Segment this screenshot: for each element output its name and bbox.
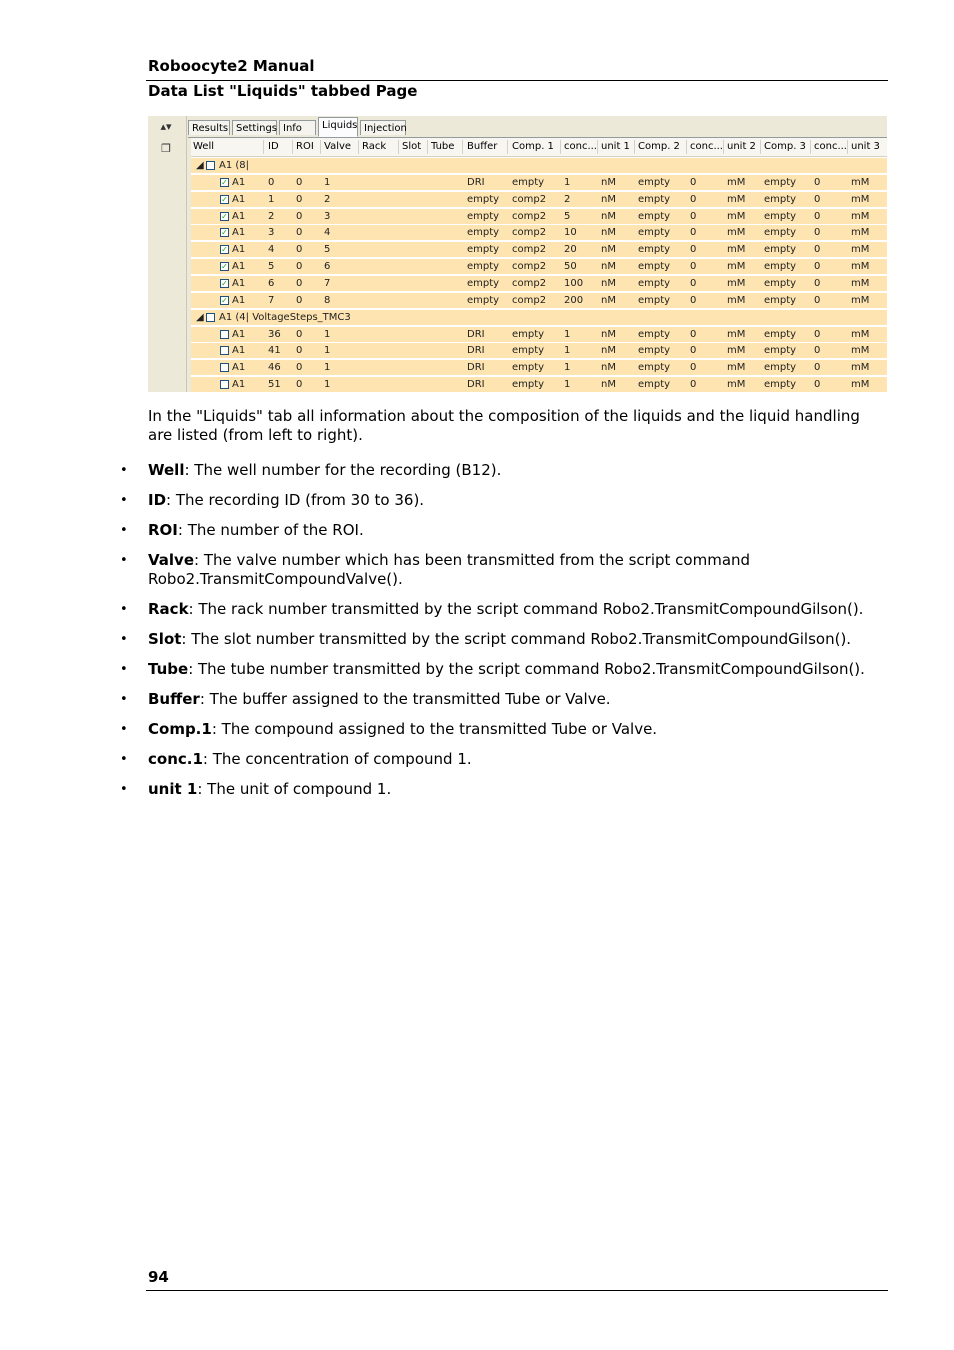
row-checkbox[interactable] — [220, 330, 229, 339]
section-title: Data List "Liquids" tabbed Page — [148, 82, 418, 100]
table-cell: A1 — [232, 379, 246, 391]
row-checkbox[interactable]: ✓ — [221, 177, 228, 187]
table-cell: empty — [638, 345, 671, 357]
table-cell: 5 — [268, 261, 275, 273]
bullet-icon: • — [120, 722, 128, 737]
table-cell: empty — [764, 210, 797, 222]
header-rule — [146, 80, 888, 81]
table-cell: 2 — [564, 193, 571, 205]
table-cell: comp2 — [512, 277, 547, 289]
table-cell: 1 — [324, 328, 331, 340]
column-header[interactable]: conc... — [690, 141, 723, 152]
row-checkbox[interactable]: ✓ — [221, 194, 228, 204]
table-cell: 0 — [690, 328, 697, 340]
column-divider[interactable] — [320, 140, 321, 154]
column-divider[interactable] — [507, 140, 508, 154]
table-cell: empty — [764, 193, 797, 205]
table-cell: 100 — [564, 277, 584, 289]
table-cell: 0 — [296, 294, 303, 306]
table-cell: 200 — [564, 294, 584, 306]
column-divider[interactable] — [686, 140, 687, 154]
manual-title: Roboocyte2 Manual — [148, 57, 315, 75]
table-cell: mM — [851, 210, 870, 222]
bullet-icon: • — [120, 752, 128, 767]
field-list-item — [120, 660, 890, 679]
column-divider[interactable] — [263, 140, 264, 154]
table-cell: empty — [638, 227, 671, 239]
bullet-icon: • — [120, 782, 128, 797]
column-header[interactable]: Buffer — [467, 141, 498, 152]
tab-liquids[interactable]: Liquids — [318, 117, 358, 137]
table-cell: 0 — [296, 328, 303, 340]
table-cell: mM — [727, 277, 746, 289]
table-cell: 0 — [814, 261, 821, 273]
row-checkbox[interactable]: ✓ — [221, 245, 228, 255]
field-term: Buffer — [148, 690, 200, 708]
table-row[interactable] — [191, 360, 887, 376]
table-cell: A1 — [232, 345, 246, 357]
table-cell: 0 — [296, 210, 303, 222]
table-cell: mM — [727, 379, 746, 391]
table-cell: nM — [601, 244, 616, 256]
table-cell: A1 — [232, 277, 246, 289]
column-header[interactable]: Comp. 3 — [764, 141, 806, 152]
field-list-item — [120, 521, 890, 540]
table-cell: 0 — [814, 345, 821, 357]
field-description: : The buffer assigned to the transmitted Tube or Valve. — [199, 690, 611, 708]
table-row[interactable] — [191, 343, 887, 359]
page-number: 94 — [148, 1268, 169, 1286]
intro-paragraph: In the "Liquids" tab all information about the composition of the liquids and the liquid handling are listed (from left to right). — [148, 407, 860, 444]
table-cell: mM — [727, 328, 746, 340]
column-divider[interactable] — [810, 140, 811, 154]
group-checkbox[interactable] — [206, 161, 215, 170]
column-divider[interactable] — [847, 140, 848, 154]
table-cell: 6 — [324, 261, 331, 273]
table-cell: empty — [764, 277, 797, 289]
table-cell: 0 — [296, 227, 303, 239]
field-term: Rack — [148, 600, 189, 618]
table-cell: nM — [601, 379, 616, 391]
table-cell: mM — [851, 227, 870, 239]
table-cell: DRI — [467, 362, 485, 374]
table-cell: empty — [764, 362, 797, 374]
grid-header — [191, 138, 887, 157]
table-cell: empty — [638, 362, 671, 374]
table-cell: 0 — [814, 244, 821, 256]
table-cell: A1 — [232, 362, 246, 374]
table-row[interactable] — [191, 327, 887, 343]
field-list-item — [120, 750, 890, 769]
table-cell: 5 — [324, 244, 331, 256]
column-header[interactable]: conc... — [814, 141, 847, 152]
column-header[interactable]: unit 2 — [727, 141, 756, 152]
field-description: : The well number for the recording (B12). — [184, 461, 502, 479]
table-cell: 0 — [690, 362, 697, 374]
table-cell: empty — [764, 328, 797, 340]
table-cell: 6 — [268, 277, 275, 289]
table-cell: A1 — [232, 227, 246, 239]
table-cell: 0 — [814, 210, 821, 222]
table-cell: empty — [638, 176, 671, 188]
copy-icon[interactable]: ❐ — [161, 142, 171, 155]
table-row[interactable] — [191, 225, 887, 241]
table-cell: 7 — [324, 277, 331, 289]
group-row[interactable] — [191, 158, 887, 174]
table-cell: 0 — [814, 277, 821, 289]
bullet-icon: • — [120, 632, 128, 647]
liquids-grid — [191, 138, 887, 392]
table-cell: 0 — [814, 362, 821, 374]
expand-triangle-icon[interactable]: ◢ — [196, 311, 204, 323]
table-cell: mM — [727, 176, 746, 188]
table-cell: 1 — [564, 345, 571, 357]
table-cell: 8 — [324, 294, 331, 306]
field-list-item — [120, 600, 890, 619]
field-term: Comp.1 — [148, 720, 212, 738]
field-list-item — [120, 720, 890, 739]
table-cell: 36 — [268, 328, 281, 340]
group-label: A1 (8| — [219, 160, 250, 171]
expand-triangle-icon[interactable]: ◢ — [196, 160, 204, 171]
table-cell: empty — [764, 294, 797, 306]
table-cell: nM — [601, 210, 616, 222]
table-cell: 4 — [324, 227, 331, 239]
table-cell: 1 — [268, 193, 275, 205]
table-cell: mM — [851, 328, 870, 340]
table-cell: nM — [601, 227, 616, 239]
bullet-icon: • — [120, 692, 128, 707]
table-cell: A1 — [232, 244, 246, 256]
table-cell: DRI — [467, 328, 485, 340]
group-label: A1 (4| VoltageSteps_TMC3 — [219, 311, 351, 323]
table-cell: 0 — [690, 277, 697, 289]
table-cell: A1 — [232, 328, 246, 340]
row-checkbox[interactable] — [220, 380, 229, 389]
table-cell: 3 — [324, 210, 331, 222]
table-cell: 50 — [564, 261, 577, 273]
column-header[interactable]: Slot — [402, 141, 422, 152]
table-cell: DRI — [467, 176, 485, 188]
table-cell: 0 — [814, 227, 821, 239]
table-cell: 4 — [268, 244, 275, 256]
table-cell: empty — [764, 227, 797, 239]
field-description: : The concentration of compound 1. — [202, 750, 472, 768]
table-cell: mM — [727, 345, 746, 357]
table-cell: 0 — [296, 379, 303, 391]
field-term: Slot — [148, 630, 182, 648]
table-cell: 0 — [296, 176, 303, 188]
table-cell: empty — [512, 345, 545, 357]
table-cell: 1 — [324, 176, 331, 188]
bullet-icon: • — [120, 662, 128, 677]
table-cell: empty — [764, 176, 797, 188]
table-cell: empty — [764, 244, 797, 256]
row-checkbox[interactable] — [220, 363, 229, 372]
table-cell: mM — [851, 294, 870, 306]
table-cell: 1 — [564, 362, 571, 374]
table-cell: 0 — [296, 277, 303, 289]
group-checkbox[interactable] — [206, 313, 215, 322]
table-cell: 0 — [296, 362, 303, 374]
bullet-icon: • — [120, 463, 128, 478]
field-description: : The number of the ROI. — [177, 521, 364, 539]
table-cell: mM — [727, 244, 746, 256]
row-checkbox[interactable]: ✓ — [221, 211, 228, 221]
field-description: : The recording ID (from 30 to 36). — [166, 491, 425, 509]
table-row[interactable] — [191, 209, 887, 225]
field-list-item — [120, 491, 890, 510]
table-cell: mM — [727, 193, 746, 205]
field-list-item — [120, 630, 890, 649]
table-cell: nM — [601, 193, 616, 205]
table-cell: 10 — [564, 227, 577, 239]
table-cell: DRI — [467, 345, 485, 357]
table-cell: 0 — [690, 345, 697, 357]
column-header[interactable]: conc... — [564, 141, 597, 152]
field-term: ROI — [148, 521, 178, 539]
table-cell: mM — [851, 379, 870, 391]
table-cell: 3 — [268, 227, 275, 239]
field-term: Well — [148, 461, 185, 479]
table-cell: 0 — [690, 261, 697, 273]
table-cell: empty — [467, 261, 500, 273]
table-cell: 0 — [296, 244, 303, 256]
table-cell: nM — [601, 277, 616, 289]
bullet-icon: • — [120, 602, 128, 617]
table-row[interactable] — [191, 377, 887, 392]
column-header[interactable]: ROI — [296, 141, 314, 152]
table-cell: 46 — [268, 362, 281, 374]
field-description: : The valve number which has been transmitted from the script command Robo2.TransmitCompoundValve(). — [148, 551, 751, 588]
table-cell: empty — [638, 261, 671, 273]
table-cell: A1 — [232, 193, 246, 205]
row-checkbox[interactable]: ✓ — [221, 295, 228, 305]
table-cell: 0 — [814, 294, 821, 306]
table-cell: comp2 — [512, 193, 547, 205]
field-description: : The unit of compound 1. — [197, 780, 392, 798]
column-header[interactable]: unit 1 — [601, 141, 630, 152]
table-row[interactable] — [191, 259, 887, 275]
table-cell: 1 — [564, 176, 571, 188]
table-cell: empty — [467, 210, 500, 222]
table-cell: mM — [851, 193, 870, 205]
table-cell: 41 — [268, 345, 281, 357]
footer-rule — [146, 1290, 888, 1291]
row-checkbox[interactable]: ✓ — [221, 278, 228, 288]
table-cell: mM — [851, 345, 870, 357]
table-cell: comp2 — [512, 244, 547, 256]
table-cell: 1 — [324, 362, 331, 374]
table-cell: 0 — [296, 261, 303, 273]
table-cell: empty — [512, 379, 545, 391]
table-cell: empty — [638, 277, 671, 289]
table-cell: empty — [467, 227, 500, 239]
table-cell: mM — [851, 261, 870, 273]
field-list-item — [120, 780, 890, 799]
table-row[interactable] — [191, 242, 887, 258]
bullet-icon: • — [120, 523, 128, 538]
table-cell: mM — [727, 210, 746, 222]
table-cell: empty — [467, 244, 500, 256]
table-cell: empty — [467, 294, 500, 306]
table-cell: 1 — [564, 379, 571, 391]
table-cell: 0 — [296, 345, 303, 357]
table-cell: empty — [764, 261, 797, 273]
column-divider[interactable] — [292, 140, 293, 154]
column-divider[interactable] — [358, 140, 359, 154]
table-row[interactable] — [191, 276, 887, 292]
field-term: conc.1 — [148, 750, 203, 768]
table-cell: 0 — [268, 176, 275, 188]
table-cell: empty — [638, 379, 671, 391]
bullet-icon: • — [120, 553, 128, 568]
table-cell: nM — [601, 328, 616, 340]
table-cell: 0 — [814, 379, 821, 391]
column-header[interactable]: Comp. 2 — [638, 141, 680, 152]
table-cell: empty — [638, 210, 671, 222]
tab-strip — [188, 116, 887, 138]
row-checkbox[interactable]: ✓ — [221, 262, 228, 272]
field-description: : The slot number transmitted by the script command Robo2.TransmitCompoundGilson(). — [181, 630, 852, 648]
tab-injection[interactable]: Injection — [360, 120, 406, 135]
table-cell: empty — [764, 379, 797, 391]
column-divider[interactable] — [560, 140, 561, 154]
table-cell: A1 — [232, 176, 246, 188]
table-cell: nM — [601, 345, 616, 357]
table-cell: 7 — [268, 294, 275, 306]
column-header[interactable]: Comp. 1 — [512, 141, 554, 152]
table-cell: mM — [727, 362, 746, 374]
column-divider[interactable] — [634, 140, 635, 154]
table-cell: mM — [727, 294, 746, 306]
field-term: ID — [148, 491, 167, 509]
table-row[interactable] — [191, 293, 887, 309]
column-header[interactable]: Valve — [324, 141, 352, 152]
table-cell: 0 — [690, 193, 697, 205]
tab-settings[interactable]: Settings — [232, 120, 277, 135]
table-cell: empty — [467, 193, 500, 205]
table-cell: mM — [851, 277, 870, 289]
table-cell: empty — [638, 193, 671, 205]
row-checkbox[interactable] — [220, 346, 229, 355]
column-header[interactable]: Tube — [431, 141, 455, 152]
table-cell: comp2 — [512, 227, 547, 239]
field-term: Tube — [148, 660, 189, 678]
column-divider[interactable] — [462, 140, 463, 154]
liquids-tab-screenshot — [148, 116, 887, 392]
column-header[interactable]: Rack — [362, 141, 387, 152]
table-cell: nM — [601, 362, 616, 374]
tab-info[interactable]: Info — [279, 120, 316, 135]
table-cell: 0 — [296, 193, 303, 205]
column-header[interactable]: ID — [268, 141, 279, 152]
table-cell: empty — [764, 345, 797, 357]
table-cell: DRI — [467, 379, 485, 391]
table-cell: 1 — [324, 379, 331, 391]
field-description: : The tube number transmitted by the script command Robo2.TransmitCompoundGilson(). — [188, 660, 865, 678]
table-cell: empty — [512, 328, 545, 340]
table-cell: mM — [727, 261, 746, 273]
table-cell: empty — [467, 277, 500, 289]
column-divider[interactable] — [760, 140, 761, 154]
table-cell: A1 — [232, 210, 246, 222]
table-cell: 5 — [564, 210, 571, 222]
field-list — [120, 461, 890, 810]
table-cell: empty — [638, 244, 671, 256]
table-cell: nM — [601, 176, 616, 188]
table-cell: mM — [727, 227, 746, 239]
field-term: Valve — [148, 551, 195, 569]
table-cell: 20 — [564, 244, 577, 256]
table-row[interactable] — [191, 175, 887, 191]
table-cell: comp2 — [512, 261, 547, 273]
table-cell: 0 — [814, 176, 821, 188]
table-cell: empty — [512, 176, 545, 188]
table-cell: 0 — [814, 328, 821, 340]
table-cell: 0 — [690, 294, 697, 306]
table-cell: nM — [601, 261, 616, 273]
column-header[interactable]: Well — [193, 141, 215, 152]
table-cell: empty — [638, 294, 671, 306]
column-divider[interactable] — [398, 140, 399, 154]
table-cell: 0 — [690, 176, 697, 188]
tab-results[interactable]: Results — [188, 120, 230, 135]
field-term: unit 1 — [148, 780, 198, 798]
table-cell: nM — [601, 294, 616, 306]
table-cell: A1 — [232, 294, 246, 306]
table-cell: mM — [851, 176, 870, 188]
group-row[interactable] — [191, 310, 887, 326]
table-cell: mM — [851, 362, 870, 374]
bullet-icon: • — [120, 493, 128, 508]
left-toolbar — [148, 116, 187, 392]
table-cell: comp2 — [512, 210, 547, 222]
table-cell: A1 — [232, 261, 246, 273]
field-list-item — [120, 690, 890, 709]
table-cell: 2 — [324, 193, 331, 205]
column-divider[interactable] — [427, 140, 428, 154]
table-cell: 51 — [268, 379, 281, 391]
sort-icon[interactable]: ▴▾ — [160, 120, 172, 133]
column-header[interactable]: unit 3 — [851, 141, 880, 152]
row-checkbox[interactable]: ✓ — [221, 228, 228, 238]
field-description: : The rack number transmitted by the script command Robo2.TransmitCompoundGilson(). — [188, 600, 864, 618]
table-cell: empty — [638, 328, 671, 340]
table-cell: 0 — [690, 379, 697, 391]
field-list-item — [120, 461, 890, 480]
table-cell: 0 — [690, 227, 697, 239]
table-cell: 0 — [814, 193, 821, 205]
column-divider[interactable] — [597, 140, 598, 154]
table-cell: 0 — [690, 210, 697, 222]
field-description: : The compound assigned to the transmitted Tube or Valve. — [211, 720, 658, 738]
table-cell: 1 — [564, 328, 571, 340]
field-list-item — [120, 551, 890, 589]
table-row[interactable] — [191, 192, 887, 208]
table-cell: 0 — [690, 244, 697, 256]
table-cell: comp2 — [512, 294, 547, 306]
table-cell: 1 — [324, 345, 331, 357]
table-cell: empty — [512, 362, 545, 374]
table-cell: mM — [851, 244, 870, 256]
column-divider[interactable] — [723, 140, 724, 154]
table-cell: 2 — [268, 210, 275, 222]
